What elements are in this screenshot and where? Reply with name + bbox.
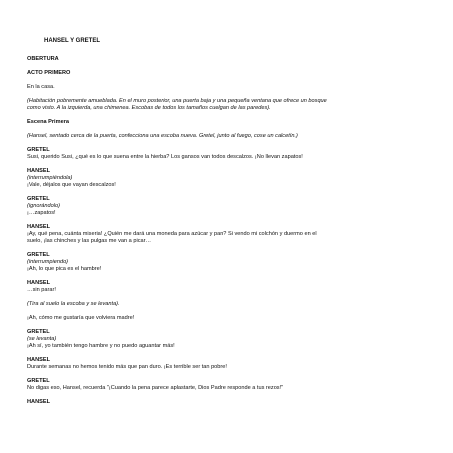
- section-heading-obertura: OBERTURA: [27, 56, 59, 62]
- dialogue-line: ¡Ah, lo que pica es el hambre!: [27, 266, 102, 272]
- dialogue-line: Durante semanas no hemos tenido más que pan duro. ¡Es terrible ser tan pobre!: [27, 364, 227, 370]
- speaker-hansel: HANSEL: [27, 357, 50, 363]
- dialogue-line: ¡Ay, qué pena, cuánta miseria! ¿Quién me dará una moneda para azúcar y pan? Si vendo mi colchón y duermo en el: [27, 231, 317, 237]
- stage-direction-1b: como visto. A la izquierda, una chimenea. Escobas de todos los tamaños cuelgan de las paredes).: [27, 105, 271, 111]
- speaker-gretel: GRETEL: [27, 378, 50, 384]
- stage-direction: (se levanta): [27, 336, 57, 342]
- stage-direction-1a: (Habitación pobremente amueblada. En el muro posterior, una puerta baja y una pequeña ventana que ofrece un bosque: [27, 98, 327, 104]
- dialogue-line: ¡…zapatos!: [27, 210, 56, 216]
- speaker-hansel: HANSEL: [27, 399, 50, 405]
- setting-text: En la casa.: [27, 84, 55, 90]
- stage-direction: (ignorándolo): [27, 203, 60, 209]
- speaker-gretel: GRETEL: [27, 196, 50, 202]
- dialogue-line: ¡Ah, cómo me gustaría que volviera madre!: [27, 315, 135, 321]
- speaker-gretel: GRETEL: [27, 252, 50, 258]
- stage-direction-2: (Hansel, sentado cerca de la puerta, confecciona una escoba nueva. Gretel, junto al fuego, cose un calcetín.): [27, 133, 298, 139]
- document-title: HANSEL Y GRETEL: [44, 38, 101, 44]
- scene-heading: Escena Primera: [27, 119, 69, 125]
- dialogue-line: …sin parar!: [27, 287, 56, 293]
- speaker-gretel: GRETEL: [27, 329, 50, 335]
- dialogue-line: ¡Vale, déjalos que vayan descalzos!: [27, 182, 116, 188]
- dialogue-line: Susi, querido Susi, ¿qué es lo que suena entre la hierba? Los gansos van todos descalzos. ¡No llevan zapatos!: [27, 154, 303, 160]
- speaker-hansel: HANSEL: [27, 168, 50, 174]
- section-heading-acto: ACTO PRIMERO: [27, 70, 71, 76]
- speaker-hansel: HANSEL: [27, 280, 50, 286]
- dialogue-line: suelo, ¡las chinches y las pulgas me van a picar…: [27, 238, 152, 244]
- stage-direction: (interrumpiendo): [27, 259, 69, 265]
- dialogue-line: ¡Ah sí, yo también tengo hambre y no puedo aguantar más!: [27, 343, 175, 349]
- speaker-gretel: GRETEL: [27, 147, 50, 153]
- stage-direction-3: (Tira al suelo la escoba y se levanta).: [27, 301, 120, 307]
- dialogue-line: No digas eso, Hansel, recuerda "¡Cuando la pena parece aplastarte, Dios Padre responde a tus rezos!": [27, 385, 284, 391]
- stage-direction: (interrumpiéndola): [27, 175, 73, 181]
- speaker-hansel: HANSEL: [27, 224, 50, 230]
